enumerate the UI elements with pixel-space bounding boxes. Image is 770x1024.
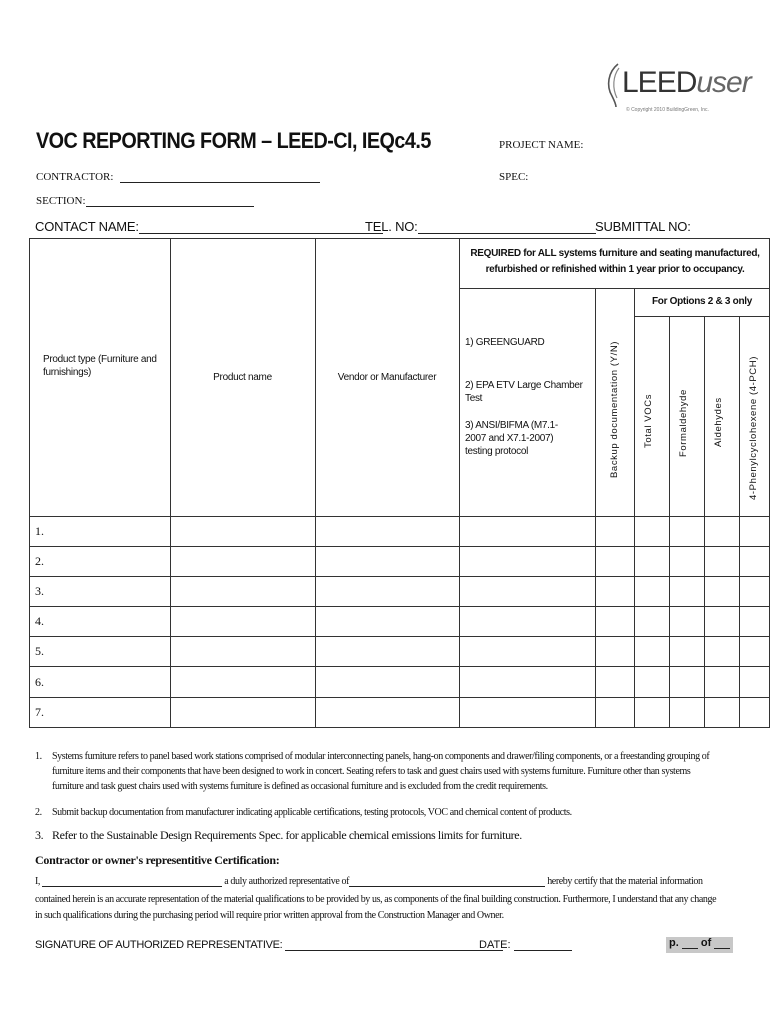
project-name-label: PROJECT NAME:	[499, 139, 584, 151]
table-row-number: 1.	[35, 524, 44, 538]
tel-label: TEL. NO:	[365, 219, 418, 234]
page-number-line[interactable]	[682, 948, 698, 949]
cert-epa-etv: 2) EPA ETV Large Chamber Test	[465, 380, 583, 404]
company-name-line[interactable]	[349, 886, 545, 887]
note-1	[35, 749, 715, 794]
certification-body: contained herein is an accurate representation of the material qualifications to be provided by us, as components of the final building construction. Furthermore, I understand that any change in such qualifications during the purchasing period will require prior written approval from the Construction Manager and Owner.	[35, 894, 717, 921]
logo-brand-leed: LEED	[622, 66, 697, 99]
options-header: For Options 2 & 3 only	[651, 296, 753, 307]
logo-copyright: © Copyright 2010 BuildingGreen, Inc.	[626, 107, 709, 113]
contractor-input-line[interactable]	[120, 182, 320, 183]
date-line[interactable]	[514, 950, 572, 951]
tel-input-line[interactable]	[418, 233, 596, 234]
table-row-number: 5.	[35, 644, 44, 658]
voc-table	[29, 238, 770, 728]
signature-label: SIGNATURE OF AUTHORIZED REPRESENTATIVE:	[35, 939, 283, 951]
col-header-product-type: Product type (Furniture and furnishings)	[43, 354, 157, 378]
signature-line[interactable]	[285, 950, 503, 951]
table-row-number: 3.	[35, 584, 44, 598]
certification-line[interactable]	[35, 876, 703, 887]
page-number-box	[666, 937, 733, 953]
contact-name-input-line[interactable]	[139, 233, 383, 234]
contractor-label: CONTRACTOR:	[36, 171, 114, 183]
tel-field[interactable]	[365, 219, 596, 234]
date-field[interactable]	[479, 939, 572, 951]
cert-greenguard: 1) GREENGUARD	[465, 337, 545, 348]
form-title: VOC REPORTING FORM – LEED-CI, IEQc4.5	[36, 128, 431, 153]
col-header-backup: Backup documentation (Y/N)	[609, 340, 620, 478]
section-input-line[interactable]	[86, 206, 254, 207]
table-row-number: 2.	[35, 554, 44, 568]
leeduser-logo	[600, 60, 751, 122]
note-number: 2.	[35, 807, 42, 818]
contact-name-label: CONTACT NAME:	[35, 219, 139, 234]
note-text: Systems furniture refers to panel based work stations comprised of modular interconnecting panels, hang-on components and drawer/filing components, or a freestanding grouping of furniture items and their components that have been designed to work in concert. Seating refers to task and guest chairs used with systems furniture. Furniture other than systems furniture and task guest chairs used with systems furniture is defined as occasional furniture and is excluded from the credit requirements.	[52, 751, 710, 792]
submittal-label: SUBMITTAL NO:	[595, 219, 691, 234]
note-text: Refer to the Sustainable Design Requirements Spec. for applicable chemical emissions limits for furniture.	[52, 828, 522, 842]
certification-heading: Contractor or owner's representitive Certification:	[35, 853, 280, 867]
cert-ansi-bifma: 3) ANSI/BIFMA (M7.1-2007 and X7.1-2007) testing protocol	[465, 420, 558, 457]
note-number: 3.	[35, 828, 44, 842]
page-p-label: p.	[669, 937, 679, 949]
section-field[interactable]	[36, 195, 254, 207]
col-header-4pch: 4-Phenylcyclohexene (4-PCH)	[748, 356, 759, 500]
contractor-field[interactable]	[36, 171, 320, 183]
date-label: DATE:	[479, 939, 511, 951]
page-of-label: of	[700, 937, 712, 949]
table-row-number: 7.	[35, 705, 44, 719]
table-row-number: 4.	[35, 614, 44, 628]
required-header: REQUIRED for ALL systems furniture and seating manufactured, refurbished or refinished within 1 year prior to occupancy.	[470, 248, 760, 275]
note-text: Submit backup documentation from manufacturer indicating applicable certifications, testing protocols, VOC and chemical content of products.	[52, 807, 572, 818]
section-label: SECTION:	[36, 195, 86, 207]
contact-name-field[interactable]	[35, 219, 383, 234]
spec-label: SPEC:	[499, 171, 529, 183]
logo-brand-user: user	[696, 66, 751, 99]
certification-i-label: I,	[35, 876, 41, 887]
note-number: 1.	[35, 751, 42, 762]
col-header-aldehydes: Aldehydes	[713, 397, 724, 447]
col-header-total-vocs: Total VOCs	[643, 393, 654, 448]
note-2	[35, 805, 715, 820]
table-row-number: 6.	[35, 675, 44, 689]
page-total-line[interactable]	[714, 948, 730, 949]
note-3	[35, 828, 715, 843]
certification-duly-text: a duly authorized representative of	[224, 876, 350, 887]
representative-name-line[interactable]	[42, 886, 222, 887]
col-header-product-name: Product name	[213, 372, 272, 383]
signature-field[interactable]	[35, 939, 503, 951]
certification-hereby-text: hereby certify that the material information	[547, 876, 703, 887]
col-header-formaldehyde: Formaldehyde	[678, 389, 689, 457]
col-header-vendor: Vendor or Manufacturer	[337, 372, 437, 383]
